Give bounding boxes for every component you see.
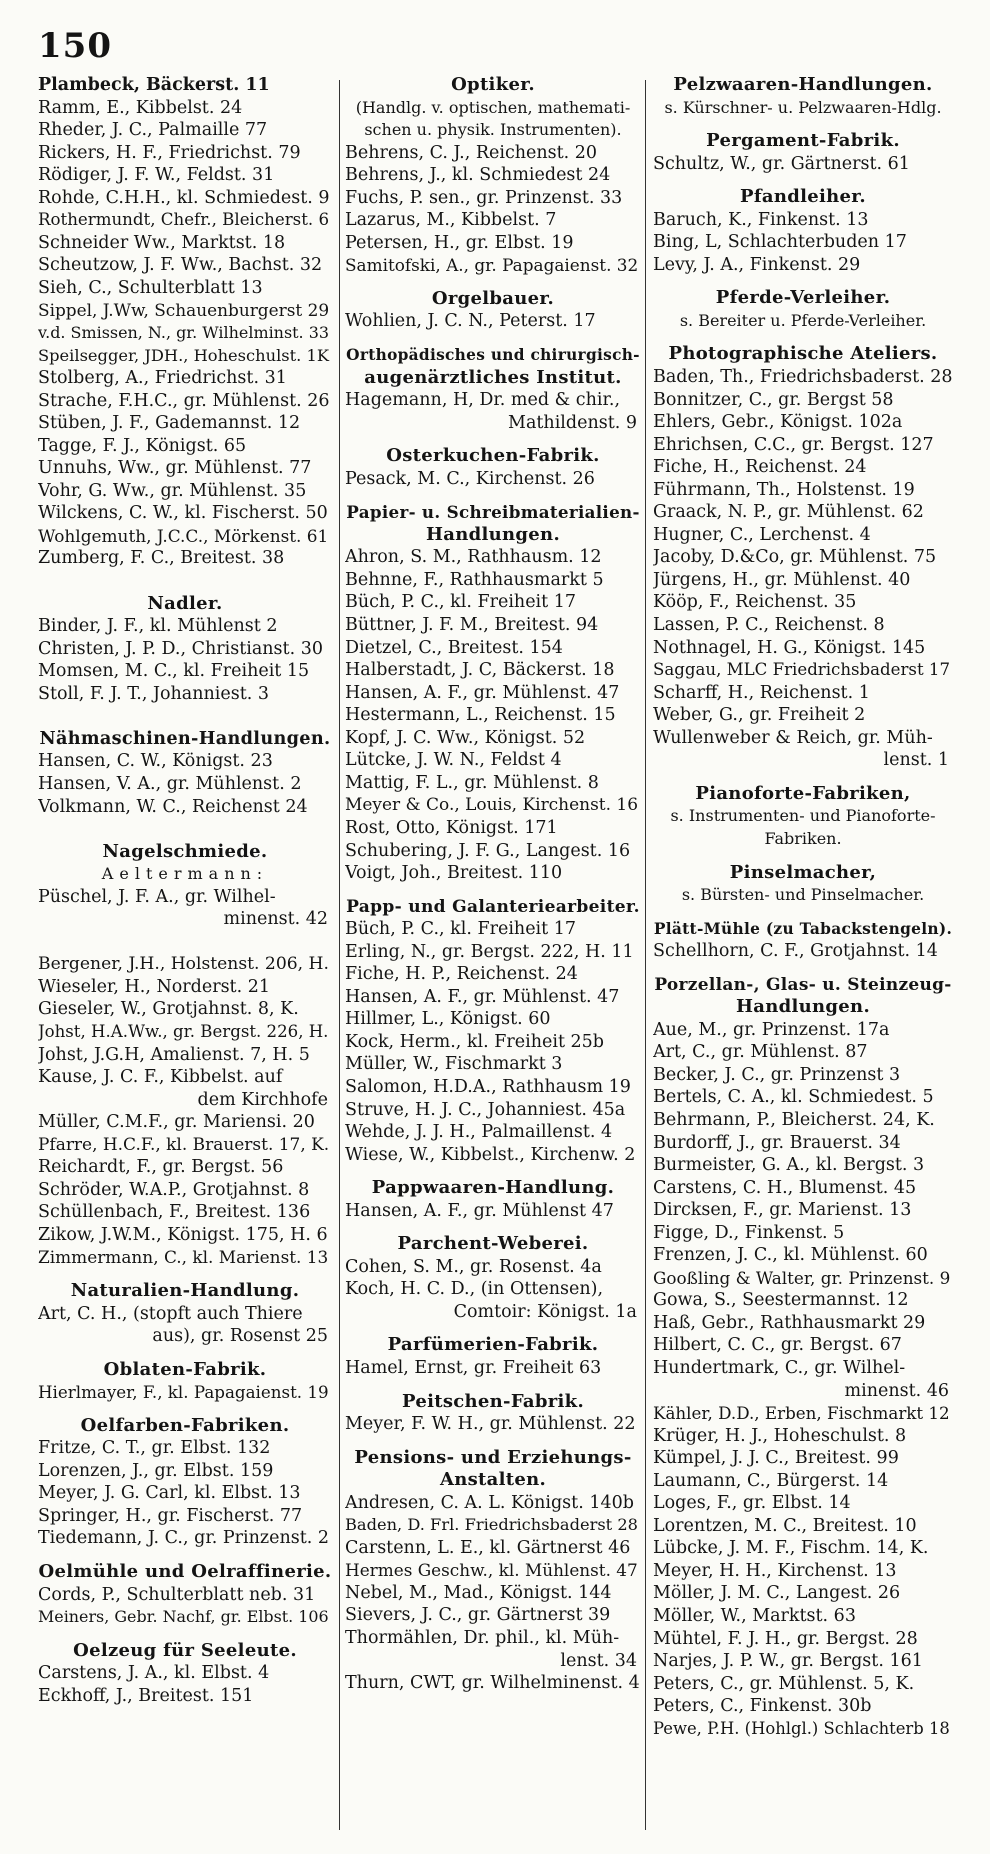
directory-entry: Schultz, W., gr. Gärtnerst. 61 — [653, 153, 910, 174]
directory-entry: Büch, P. C., kl. Freiheit 17 — [345, 919, 577, 940]
spacer — [653, 963, 953, 974]
section-heading: Naturalien-Handlung. — [70, 1279, 300, 1301]
spacer — [345, 277, 641, 288]
column-rule-1 — [339, 80, 340, 1830]
directory-entry: Tiedemann, J. C., gr. Prinzenst. 2 — [38, 1528, 330, 1549]
directory-entry: Cords, P., Schulterblatt neb. 31 — [38, 1584, 316, 1605]
directory-entry: Scheutzow, J. F. Ww., Bachst. 32 — [38, 255, 323, 276]
directory-entry: Fiche, H., Reichenst. 24 — [653, 457, 867, 478]
directory-entry: Narjes, J. P. W., gr. Bergst. 161 — [653, 1651, 923, 1672]
entry-continuation: lenst. 1 — [883, 750, 949, 771]
directory-entry: Hermes Geschw., kl. Mühlenst. 47 — [345, 1560, 638, 1581]
directory-entry: Rickers, H. F., Friedrichst. 79 — [38, 142, 301, 163]
directory-entry: Rödiger, J. F. W., Feldst. 31 — [38, 165, 275, 186]
directory-entry: Meyer, F. W. H., gr. Mühlenst. 22 — [345, 1414, 636, 1435]
directory-entry: Bing, L, Schlachterbuden 17 — [653, 232, 907, 253]
section-heading: Optiker. — [451, 74, 535, 95]
section-heading: Osterkuchen-Fabrik. — [386, 445, 600, 467]
directory-entry: Kause, J. C. F., Kibbelst. auf — [38, 1067, 283, 1088]
spacer — [38, 1269, 332, 1280]
directory-entry: Dircksen, F., gr. Marienst. 13 — [653, 1200, 912, 1221]
directory-entry: Sievers, J. C., gr. Gärtnerst 39 — [345, 1605, 611, 1626]
section-heading: Pianoforte-Fabriken, — [695, 782, 911, 804]
directory-entry: Bonnitzer, C., gr. Bergst 58 — [653, 389, 894, 410]
directory-entry: Krüger, H. J., Hoheschulst. 8 — [653, 1425, 907, 1446]
spacer — [345, 490, 641, 501]
directory-entry: Hagemann, H, Dr. med & chir., — [345, 390, 621, 411]
directory-entry: Art, C. H., (stopft auch Thiere — [38, 1303, 303, 1324]
directory-entry: Carstens, C. H., Blumenst. 45 — [653, 1177, 917, 1198]
page-number: 150 — [38, 26, 112, 66]
directory-entry: Hansen, A. F., gr. Mühlenst. 47 — [345, 986, 620, 1007]
directory-entry: Wilckens, C. W., kl. Fischerst. 50 — [38, 503, 328, 524]
section-heading: Orthopädisches und chirurgisch- — [346, 346, 640, 365]
directory-entry: Johst, J.G.H, Amalienst. 7, H. 5 — [38, 1044, 310, 1065]
section-heading: Nagelschmiede. — [102, 840, 268, 862]
section-subheading: s. Instrumenten- und Pianoforte- — [670, 806, 936, 826]
directory-entry: Hundertmark, C., gr. Wilhel- — [653, 1357, 906, 1378]
directory-entry: Behnne, F., Rathhausmarkt 5 — [345, 569, 604, 590]
section-heading: Oelfarben-Fabriken. — [80, 1414, 290, 1436]
directory-entry: Kööp, F., Reichenst. 35 — [653, 592, 857, 613]
spacer — [345, 1222, 641, 1233]
directory-entry: Fiche, H. P., Reichenst. 24 — [345, 964, 578, 985]
directory-entry: Wullenweber & Reich, gr. Müh- — [653, 727, 933, 748]
directory-entry: Hestermann, L., Reichenst. 15 — [345, 705, 616, 726]
directory-entry: Schneider Ww., Marktst. 18 — [38, 232, 286, 253]
spacer — [38, 570, 332, 593]
directory-entry: Möller, J. M. C., Langest. 26 — [653, 1583, 901, 1604]
spacer — [38, 1404, 332, 1415]
directory-entry: Aue, M., gr. Prinzenst. 17a — [653, 1019, 890, 1040]
directory-entry: Burdorff, J., gr. Brauerst. 34 — [653, 1132, 901, 1153]
section-heading: Oelzeug für Seeleute. — [73, 1639, 297, 1661]
column-rule-2 — [645, 80, 646, 1830]
section-heading: Parchent-Weberei. — [397, 1233, 589, 1255]
directory-entry: Thormählen, Dr. phil., kl. Müh- — [345, 1628, 620, 1648]
directory-entry: Ehrichsen, C.C., gr. Bergst. 127 — [653, 434, 934, 455]
spacer — [38, 1550, 332, 1561]
directory-entry: Wohlgemuth, J.C.C., Mörkenst. 61 — [38, 525, 329, 546]
directory-entry: Lazarus, M., Kibbelst. 7 — [345, 210, 557, 231]
entry-continuation: lenst. 34 — [560, 1650, 637, 1671]
spacer — [345, 885, 641, 896]
directory-entry: Sieh, C., Schulterblatt 13 — [38, 277, 263, 298]
directory-entry: Wiese, W., Kibbelst., Kirchenw. 2 — [345, 1144, 636, 1165]
directory-entry: Behrens, C. J., Reichenst. 20 — [345, 142, 598, 163]
directory-entry: Rheder, J. C., Palmaille 77 — [38, 120, 268, 141]
directory-entry: Lorenzen, J., gr. Elbst. 159 — [38, 1460, 274, 1481]
spacer — [345, 1380, 641, 1391]
directory-entry: Graack, N. P., gr. Mühlenst. 62 — [653, 502, 924, 523]
section-heading: Papp- und Galanteriearbeiter. — [346, 896, 640, 917]
section-subheading: schen u. physik. Instrumenten). — [364, 120, 622, 140]
directory-entry: Struve, H. J. C., Johanniest. 45a — [345, 1099, 626, 1120]
directory-entry: Stüben, J. F., Gademannst. 12 — [38, 413, 301, 434]
entry-continuation: minenst. 46 — [844, 1380, 949, 1401]
directory-entry: Hierlmayer, F., kl. Papagaienst. 19 — [38, 1382, 329, 1403]
directory-entry: Hillmer, L., Königst. 60 — [345, 1009, 551, 1030]
directory-entry: Hansen, A. F., gr. Mühlenst 47 — [345, 1200, 614, 1221]
section-heading: Parfümerien-Fabrik. — [387, 1334, 599, 1356]
section-heading: Nadler. — [147, 592, 223, 614]
section-heading: Pensions- und Erziehungs- — [354, 1446, 632, 1468]
section-heading: Handlungen. — [425, 523, 561, 545]
directory-entry: Ahron, S. M., Rathhausm. 12 — [345, 547, 602, 568]
section-heading: Handlungen. — [735, 996, 871, 1018]
entry-continuation: dem Kirchhofe — [197, 1089, 328, 1110]
directory-entry: Pewe, P.H. (Hohlgl.) Schlachterb 18 — [653, 1718, 950, 1738]
spacer — [653, 175, 953, 186]
directory-entry: v.d. Smissen, N., gr. Wilhelminst. 33 — [38, 323, 329, 343]
directory-entry: Sippel, J.Ww, Schauenburgerst 29 — [38, 300, 330, 321]
spacer — [653, 332, 953, 343]
section-subheading: Aeltermann: — [101, 864, 269, 884]
spacer — [345, 1166, 641, 1177]
directory-entry: Wohlien, J. C. N., Peterst. 17 — [345, 311, 596, 332]
directory-entry: Fritze, C. T., gr. Elbst. 132 — [38, 1438, 271, 1459]
spacer — [38, 818, 332, 841]
spacer — [38, 705, 332, 728]
directory-entry: Peters, C., Finkenst. 30b — [653, 1696, 872, 1717]
directory-entry: Rothermundt, Chefr., Bleicherst. 6 — [38, 210, 330, 230]
directory-entry: Carstens, J. A., kl. Elbst. 4 — [38, 1663, 270, 1684]
spacer — [345, 434, 641, 445]
directory-entry: Kähler, D.D., Erben, Fischmarkt 12 — [653, 1403, 950, 1424]
directory-entry: Johst, H.A.Ww., gr. Bergst. 226, H. — [38, 1021, 329, 1041]
directory-entry: Peters, C., gr. Mühlenst. 5, K. — [653, 1673, 915, 1694]
directory-entry: Hilbert, C. C., gr. Bergst. 67 — [653, 1335, 902, 1356]
directory-entry: Rohde, C.H.H., kl. Schmiedest. 9 — [38, 187, 330, 208]
directory-entry: Kock, Herm., kl. Freiheit 25b — [345, 1031, 605, 1052]
directory-entry: Büch, P. C., kl. Freiheit 17 — [345, 592, 577, 613]
directory-entry: Gooßling & Walter, gr. Prinzenst. 9 — [653, 1267, 951, 1288]
directory-entry: Schröder, W.A.P., Grotjahnst. 8 — [38, 1179, 310, 1200]
directory-entry: Gowa, S., Seestermannst. 12 — [653, 1290, 909, 1311]
entry-continuation: Comtoir: Königst. 1a — [453, 1301, 637, 1322]
directory-entry: Springer, H., gr. Fischerst. 77 — [38, 1505, 303, 1526]
directory-entry: Nothnagel, H. G., Königst. 145 — [653, 637, 926, 658]
directory-entry: Haß, Gebr., Rathhausmarkt 29 — [653, 1312, 926, 1333]
directory-entry: Kümpel, J. J. C., Breitest. 99 — [653, 1448, 899, 1469]
column-middle — [345, 74, 641, 1695]
directory-entry: Loges, F., gr. Elbst. 14 — [653, 1493, 851, 1514]
directory-entry: Ehlers, Gebr., Königst. 102a — [653, 412, 903, 433]
directory-entry: Eckhoff, J., Breitest. 151 — [38, 1685, 254, 1706]
section-heading: Oelmühle und Oelraffinerie. — [38, 1561, 332, 1582]
spacer — [653, 851, 953, 862]
directory-entry: Mühtel, F. J. H., gr. Bergst. 28 — [653, 1628, 918, 1649]
directory-entry: Meiners, Gebr. Nachf, gr. Elbst. 106 — [38, 1607, 329, 1627]
directory-entry: Wehde, J. J. H., Palmaillenst. 4 — [345, 1122, 613, 1143]
section-subheading: s. Kürschner- u. Pelzwaaren-Hdlg. — [664, 97, 942, 117]
directory-entry: Tagge, F. J., Königst. 65 — [38, 435, 247, 456]
directory-entry: Art, C., gr. Mühlenst. 87 — [653, 1042, 868, 1063]
section-heading: Photographische Ateliers. — [668, 343, 938, 365]
directory-entry: Frenzen, J. C., kl. Mühlenst. 60 — [653, 1245, 928, 1266]
directory-entry: Meyer, H. H., Kirchenst. 13 — [653, 1560, 897, 1581]
directory-entry: Burmeister, G. A., kl. Bergst. 3 — [653, 1155, 925, 1176]
directory-entry: Christen, J. P. D., Christianst. 30 — [38, 638, 323, 659]
directory-entry: Kopf, J. C. Ww., Königst. 52 — [345, 727, 586, 748]
directory-entry: Cohen, S. M., gr. Rosenst. 4a — [345, 1256, 602, 1277]
directory-entry: Binder, J. F., kl. Mühlenst 2 — [38, 616, 278, 637]
section-subheading: (Handlg. v. optischen, mathemati- — [355, 97, 631, 117]
spacer — [38, 931, 332, 954]
directory-entry: Strache, F.H.C., gr. Mühlenst. 26 — [38, 390, 330, 411]
directory-entry: Stoll, F. J. T., Johanniest. 3 — [38, 683, 270, 704]
directory-entry: Scharff, H., Reichenst. 1 — [653, 682, 870, 703]
directory-entry: Andresen, C. A. L. Königst. 140b — [345, 1492, 634, 1513]
section-heading: Pergament-Fabrik. — [706, 130, 900, 152]
directory-entry: Meyer, J. G. Carl, kl. Elbst. 13 — [38, 1483, 301, 1504]
directory-entry: Koch, H. C. D., (in Ottensen), — [345, 1279, 604, 1300]
section-heading: Porzellan-, Glas- u. Steinzeug- — [654, 974, 952, 995]
section-heading: Pinselmacher, — [729, 861, 877, 883]
directory-entry: Unnuhs, Ww., gr. Mühlenst. 77 — [38, 458, 312, 479]
directory-entry: Stolberg, A., Friedrichst. 31 — [38, 368, 287, 389]
directory-entry: Zimmermann, C., kl. Marienst. 13 — [38, 1247, 329, 1268]
directory-entry: Ramm, E., Kibbelst. 24 — [38, 97, 243, 118]
directory-entry: Nebel, M., Mad., Königst. 144 — [345, 1582, 612, 1603]
directory-entry: Reichardt, F., gr. Bergst. 56 — [38, 1157, 284, 1178]
directory-entry: Behrens, J., kl. Schmiedest 24 — [345, 165, 611, 186]
directory-entry: Speilsegger, JDH., Hoheschulst. 1K — [38, 345, 330, 365]
directory-entry: Müller, C.M.F., gr. Mariensi. 20 — [38, 1112, 315, 1133]
directory-entry: Behrmann, P., Bleicherst. 24, K. — [653, 1109, 935, 1130]
spacer — [653, 276, 953, 287]
directory-entry: Dietzel, C., Breitest. 154 — [345, 637, 563, 658]
directory-entry: Pesack, M. C., Kirchenst. 26 — [345, 468, 595, 489]
section-heading: Orgelbauer. — [431, 287, 555, 309]
directory-entry: Jürgens, H., gr. Mühlenst. 40 — [653, 569, 911, 590]
directory-entry: Petersen, H., gr. Elbst. 19 — [345, 232, 574, 253]
directory-entry: Becker, J. C., gr. Prinzenst 3 — [653, 1064, 901, 1085]
directory-entry: Levy, J. A., Finkenst. 29 — [653, 254, 861, 275]
directory-entry: Rost, Otto, Königst. 171 — [345, 817, 558, 838]
directory-entry: Schubering, J. F. G., Langest. 16 — [345, 840, 631, 861]
directory-entry: Pfarre, H.C.F., kl. Brauerst. 17, K. — [38, 1134, 330, 1155]
section-heading: Oblaten-Fabrik. — [103, 1358, 267, 1380]
entry-continuation: minenst. 42 — [223, 909, 328, 930]
spacer — [345, 1323, 641, 1334]
directory-entry: Hansen, V. A., gr. Mühlenst. 2 — [38, 773, 302, 794]
section-heading: Papier- u. Schreibmaterialien- — [346, 502, 640, 523]
section-heading: Pfandleiher. — [740, 186, 866, 208]
directory-entry: Püschel, J. F. A., gr. Wilhel- — [38, 886, 276, 907]
directory-entry: Weber, G., gr. Freiheit 2 — [653, 705, 866, 726]
directory-entry: Lütcke, J. W. N., Feldst 4 — [345, 750, 562, 771]
section-heading: Anstalten. — [439, 1469, 547, 1491]
directory-entry: Büttner, J. F. M., Breitest. 94 — [345, 615, 599, 636]
directory-entry: Meyer & Co., Louis, Kirchenst. 16 — [345, 795, 638, 816]
directory-entry: Plambeck, Bäckerst. 11 — [38, 75, 270, 95]
directory-entry: Möller, W., Marktst. 63 — [653, 1606, 856, 1626]
directory-entry: Hugner, C., Lerchenst. 4 — [653, 524, 871, 545]
directory-entry: Baruch, K., Finkenst. 13 — [653, 209, 869, 230]
directory-entry: Fuchs, P. sen., gr. Prinzenst. 33 — [345, 187, 623, 208]
section-subheading: Fabriken. — [764, 828, 842, 848]
directory-entry: Lübcke, J. M. F., Fischm. 14, K. — [653, 1538, 929, 1559]
directory-entry: Volkmann, W. C., Reichenst 24 — [38, 796, 308, 817]
spacer — [653, 772, 953, 783]
spacer — [345, 1436, 641, 1447]
section-heading: Pferde-Verleiher. — [715, 287, 891, 309]
directory-entry: Laumann, C., Bürgerst. 14 — [653, 1470, 889, 1491]
section-heading: Nähmaschinen-Handlungen. — [39, 727, 331, 749]
directory-entry: Hansen, A. F., gr. Mühlenst. 47 — [345, 682, 620, 703]
directory-entry: Halberstadt, J. C, Bäckerst. 18 — [345, 660, 615, 681]
directory-entry: Lorentzen, M. C., Breitest. 10 — [653, 1515, 917, 1536]
directory-entry: Voigt, Joh., Breitest. 110 — [345, 863, 563, 884]
directory-entry: Wieseler, H., Norderst. 21 — [38, 976, 270, 997]
directory-entry: Jacoby, D.&Co, gr. Mühlenst. 75 — [653, 547, 937, 568]
section-heading: Peitschen-Fabrik. — [401, 1390, 585, 1412]
section-heading: Pappwaaren-Handlung. — [371, 1177, 615, 1199]
directory-entry: Figge, D., Finkenst. 5 — [653, 1222, 845, 1243]
directory-entry: Schüllenbach, F., Breitest. 136 — [38, 1202, 311, 1223]
directory-entry: Salomon, H.D.A., Rathhausm 19 — [345, 1076, 631, 1097]
directory-entry: Bergener, J.H., Holstenst. 206, H. — [38, 954, 329, 975]
section-subheading: s. Bürsten- und Pinselmacher. — [681, 885, 925, 905]
directory-entry: Erling, N., gr. Bergst. 222, H. 11 — [345, 941, 634, 962]
directory-entry: Führmann, Th., Holstenst. 19 — [653, 479, 915, 500]
directory-entry: Bertels, C. A., kl. Schmiedest. 5 — [653, 1087, 934, 1108]
directory-entry: Lassen, P. C., Reichenst. 8 — [653, 615, 885, 636]
directory-entry: Schellhorn, C. F., Grotjahnst. 14 — [653, 941, 938, 962]
section-heading: Pelzwaaren-Handlungen. — [673, 74, 933, 95]
directory-entry: Thurn, CWT, gr. Wilhelminenst. 4 — [345, 1673, 640, 1694]
entry-continuation: Mathildenst. 9 — [508, 412, 637, 433]
directory-entry: Baden, D. Frl. Friedrichsbaderst 28 — [345, 1515, 638, 1535]
spacer — [345, 333, 641, 344]
directory-entry: Zumberg, F. C., Breitest. 38 — [38, 548, 285, 569]
directory-entry: Hansen, C. W., Königst. 23 — [38, 751, 273, 772]
directory-entry: Zikow, J.W.M., Königst. 175, H. 6 — [38, 1224, 328, 1245]
section-heading: Plätt-Mühle (zu Tabackstengeln). — [653, 919, 953, 938]
entry-continuation: aus), gr. Rosenst 25 — [152, 1326, 328, 1347]
section-heading: augenärztliches Institut. — [364, 366, 622, 388]
section-subheading: s. Bereiter u. Pferde-Verleiher. — [679, 310, 927, 330]
directory-entry: Müller, W., Fischmarkt 3 — [345, 1054, 563, 1075]
directory-entry: Carstenn, L. E., kl. Gärtnerst 46 — [345, 1537, 631, 1558]
directory-entry: Saggau, MLC Friedrichsbaderst 17 — [653, 660, 951, 680]
column-left — [38, 74, 332, 1707]
spacer — [653, 907, 953, 918]
spacer — [653, 119, 953, 130]
directory-entry: Samitofski, A., gr. Papagaienst. 32 — [345, 255, 639, 276]
directory-entry: Baden, Th., Friedrichsbaderst. 28 — [653, 367, 953, 388]
spacer — [38, 1629, 332, 1640]
spacer — [38, 1348, 332, 1359]
column-right — [653, 74, 953, 1740]
directory-entry: Mattig, F. L., gr. Mühlenst. 8 — [345, 772, 599, 793]
directory-entry: Hamel, Ernst, gr. Freiheit 63 — [345, 1357, 602, 1378]
directory-entry: Gieseler, W., Grotjahnst. 8, K. — [38, 999, 299, 1020]
directory-entry: Momsen, M. C., kl. Freiheit 15 — [38, 661, 310, 682]
directory-entry: Vohr, G. Ww., gr. Mühlenst. 35 — [38, 480, 307, 501]
